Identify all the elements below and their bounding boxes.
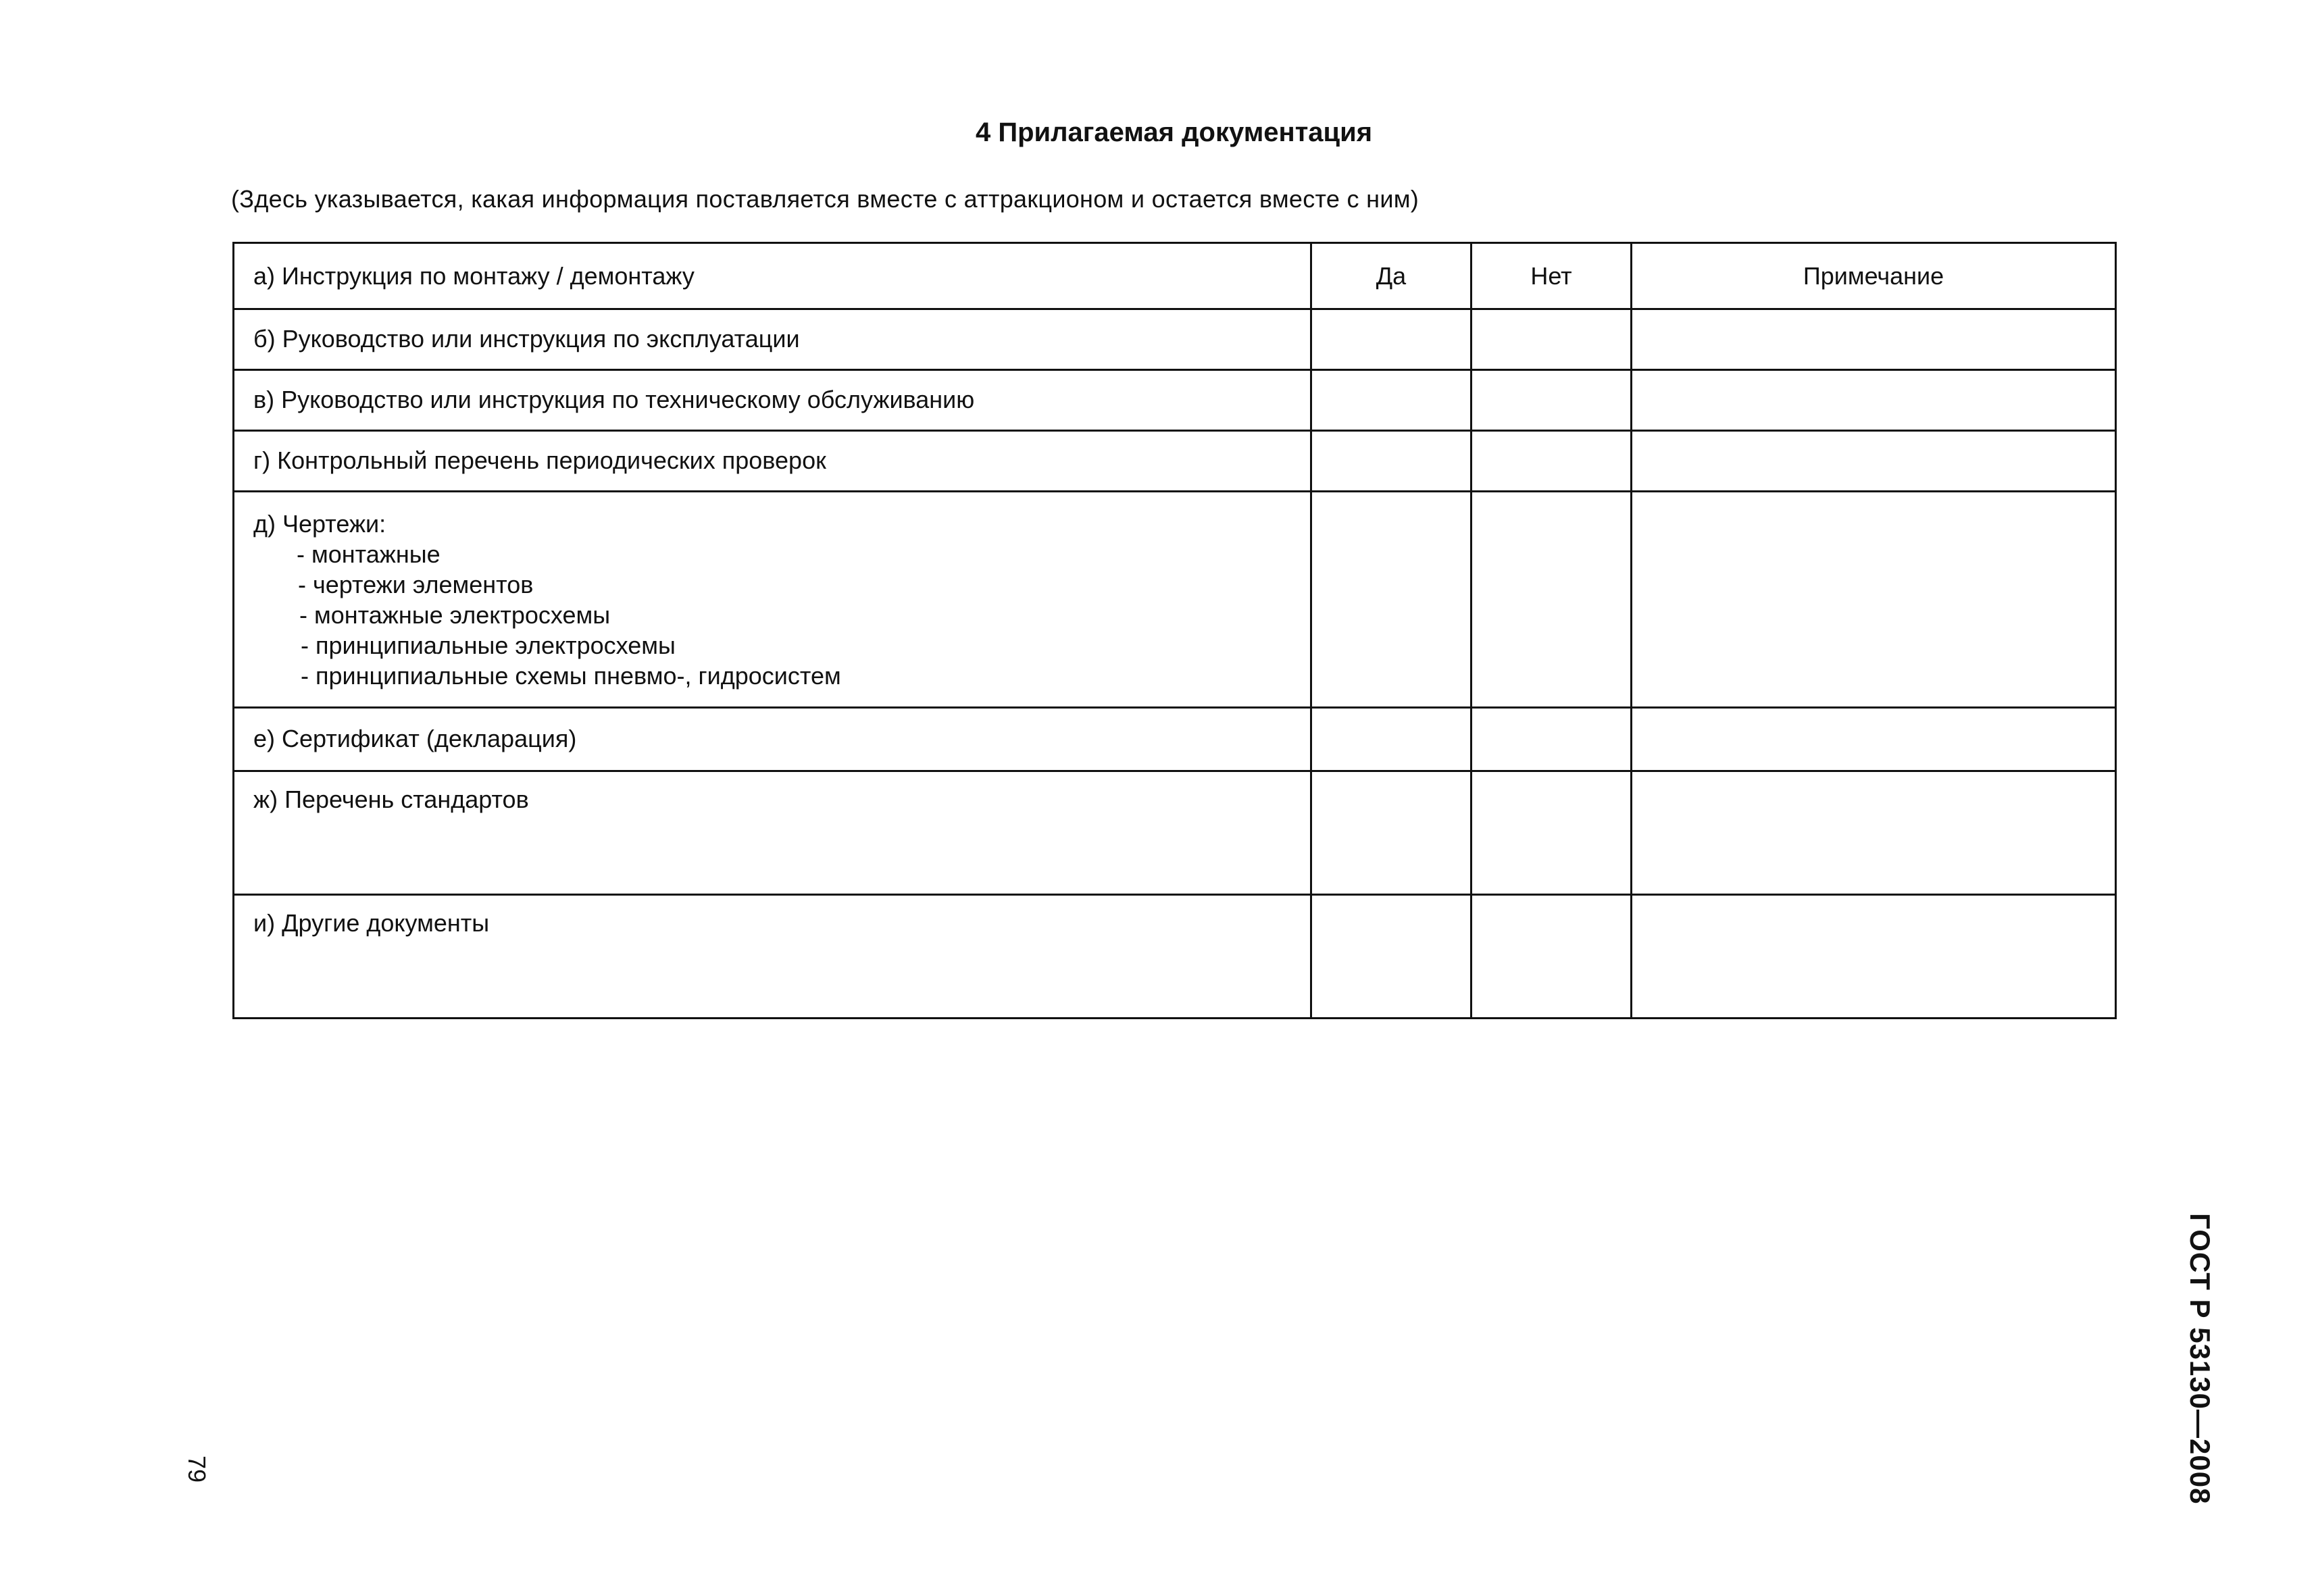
table-row bbox=[234, 492, 2116, 708]
item-b-cell: б) Руководство или инструкция по эксплуатации bbox=[234, 309, 1311, 370]
table-row bbox=[234, 771, 2116, 895]
note-cell[interactable] bbox=[1632, 708, 2116, 771]
note-cell[interactable] bbox=[1632, 431, 2116, 492]
list-item: - чертежи элементов bbox=[298, 571, 534, 598]
table-row bbox=[234, 708, 2116, 771]
no-cell[interactable] bbox=[1472, 895, 1632, 1019]
no-cell[interactable] bbox=[1472, 370, 1632, 431]
list-item: - принципиальные электросхемы bbox=[301, 632, 676, 659]
note-column-header: Примечание bbox=[1632, 243, 2116, 309]
documentation-table bbox=[232, 242, 2117, 1019]
yes-cell[interactable] bbox=[1311, 492, 1472, 708]
item-i-cell: и) Другие документы bbox=[234, 895, 1311, 1019]
item-d-label: д) Чертежи: bbox=[253, 510, 386, 538]
list-item: - принципиальные схемы пневмо-, гидросистем bbox=[301, 662, 841, 690]
note-cell[interactable] bbox=[1632, 309, 2116, 370]
section-intro: (Здесь указывается, какая информация поставляется вместе с аттракционом и остается вместе с ним) bbox=[231, 185, 1419, 213]
table-row bbox=[234, 309, 2116, 370]
table-row bbox=[234, 370, 2116, 431]
table-row bbox=[234, 431, 2116, 492]
item-v-cell: в) Руководство или инструкция по техническому обслуживанию bbox=[234, 370, 1311, 431]
section-title: 4 Прилагаемая документация bbox=[975, 118, 1373, 147]
item-d-cell bbox=[234, 492, 1311, 708]
item-g-cell: г) Контрольный перечень периодических проверок bbox=[234, 431, 1311, 492]
no-cell[interactable] bbox=[1472, 309, 1632, 370]
note-cell[interactable] bbox=[1632, 771, 2116, 895]
yes-cell[interactable] bbox=[1311, 708, 1472, 771]
note-cell[interactable] bbox=[1632, 895, 2116, 1019]
list-item: - монтажные bbox=[297, 540, 441, 568]
item-zh-cell: ж) Перечень стандартов bbox=[234, 771, 1311, 895]
note-cell[interactable] bbox=[1632, 370, 2116, 431]
table-header-row bbox=[234, 243, 2116, 309]
list-item: - монтажные электросхемы bbox=[299, 601, 611, 629]
yes-cell[interactable] bbox=[1311, 370, 1472, 431]
yes-cell[interactable] bbox=[1311, 431, 1472, 492]
item-e-cell: е) Сертификат (декларация) bbox=[234, 708, 1311, 771]
no-column-header: Нет bbox=[1472, 243, 1632, 309]
table-row bbox=[234, 895, 2116, 1019]
no-cell[interactable] bbox=[1472, 492, 1632, 708]
no-cell[interactable] bbox=[1472, 708, 1632, 771]
yes-column-header: Да bbox=[1311, 243, 1472, 309]
no-cell[interactable] bbox=[1472, 431, 1632, 492]
standard-code: ГОСТ Р 53130—2008 bbox=[2184, 1213, 2216, 1505]
item-a-cell: а) Инструкция по монтажу / демонтажу bbox=[234, 243, 1311, 309]
no-cell[interactable] bbox=[1472, 771, 1632, 895]
yes-cell[interactable] bbox=[1311, 895, 1472, 1019]
yes-cell[interactable] bbox=[1311, 309, 1472, 370]
page-number: 79 bbox=[183, 1456, 211, 1483]
note-cell[interactable] bbox=[1632, 492, 2116, 708]
yes-cell[interactable] bbox=[1311, 771, 1472, 895]
